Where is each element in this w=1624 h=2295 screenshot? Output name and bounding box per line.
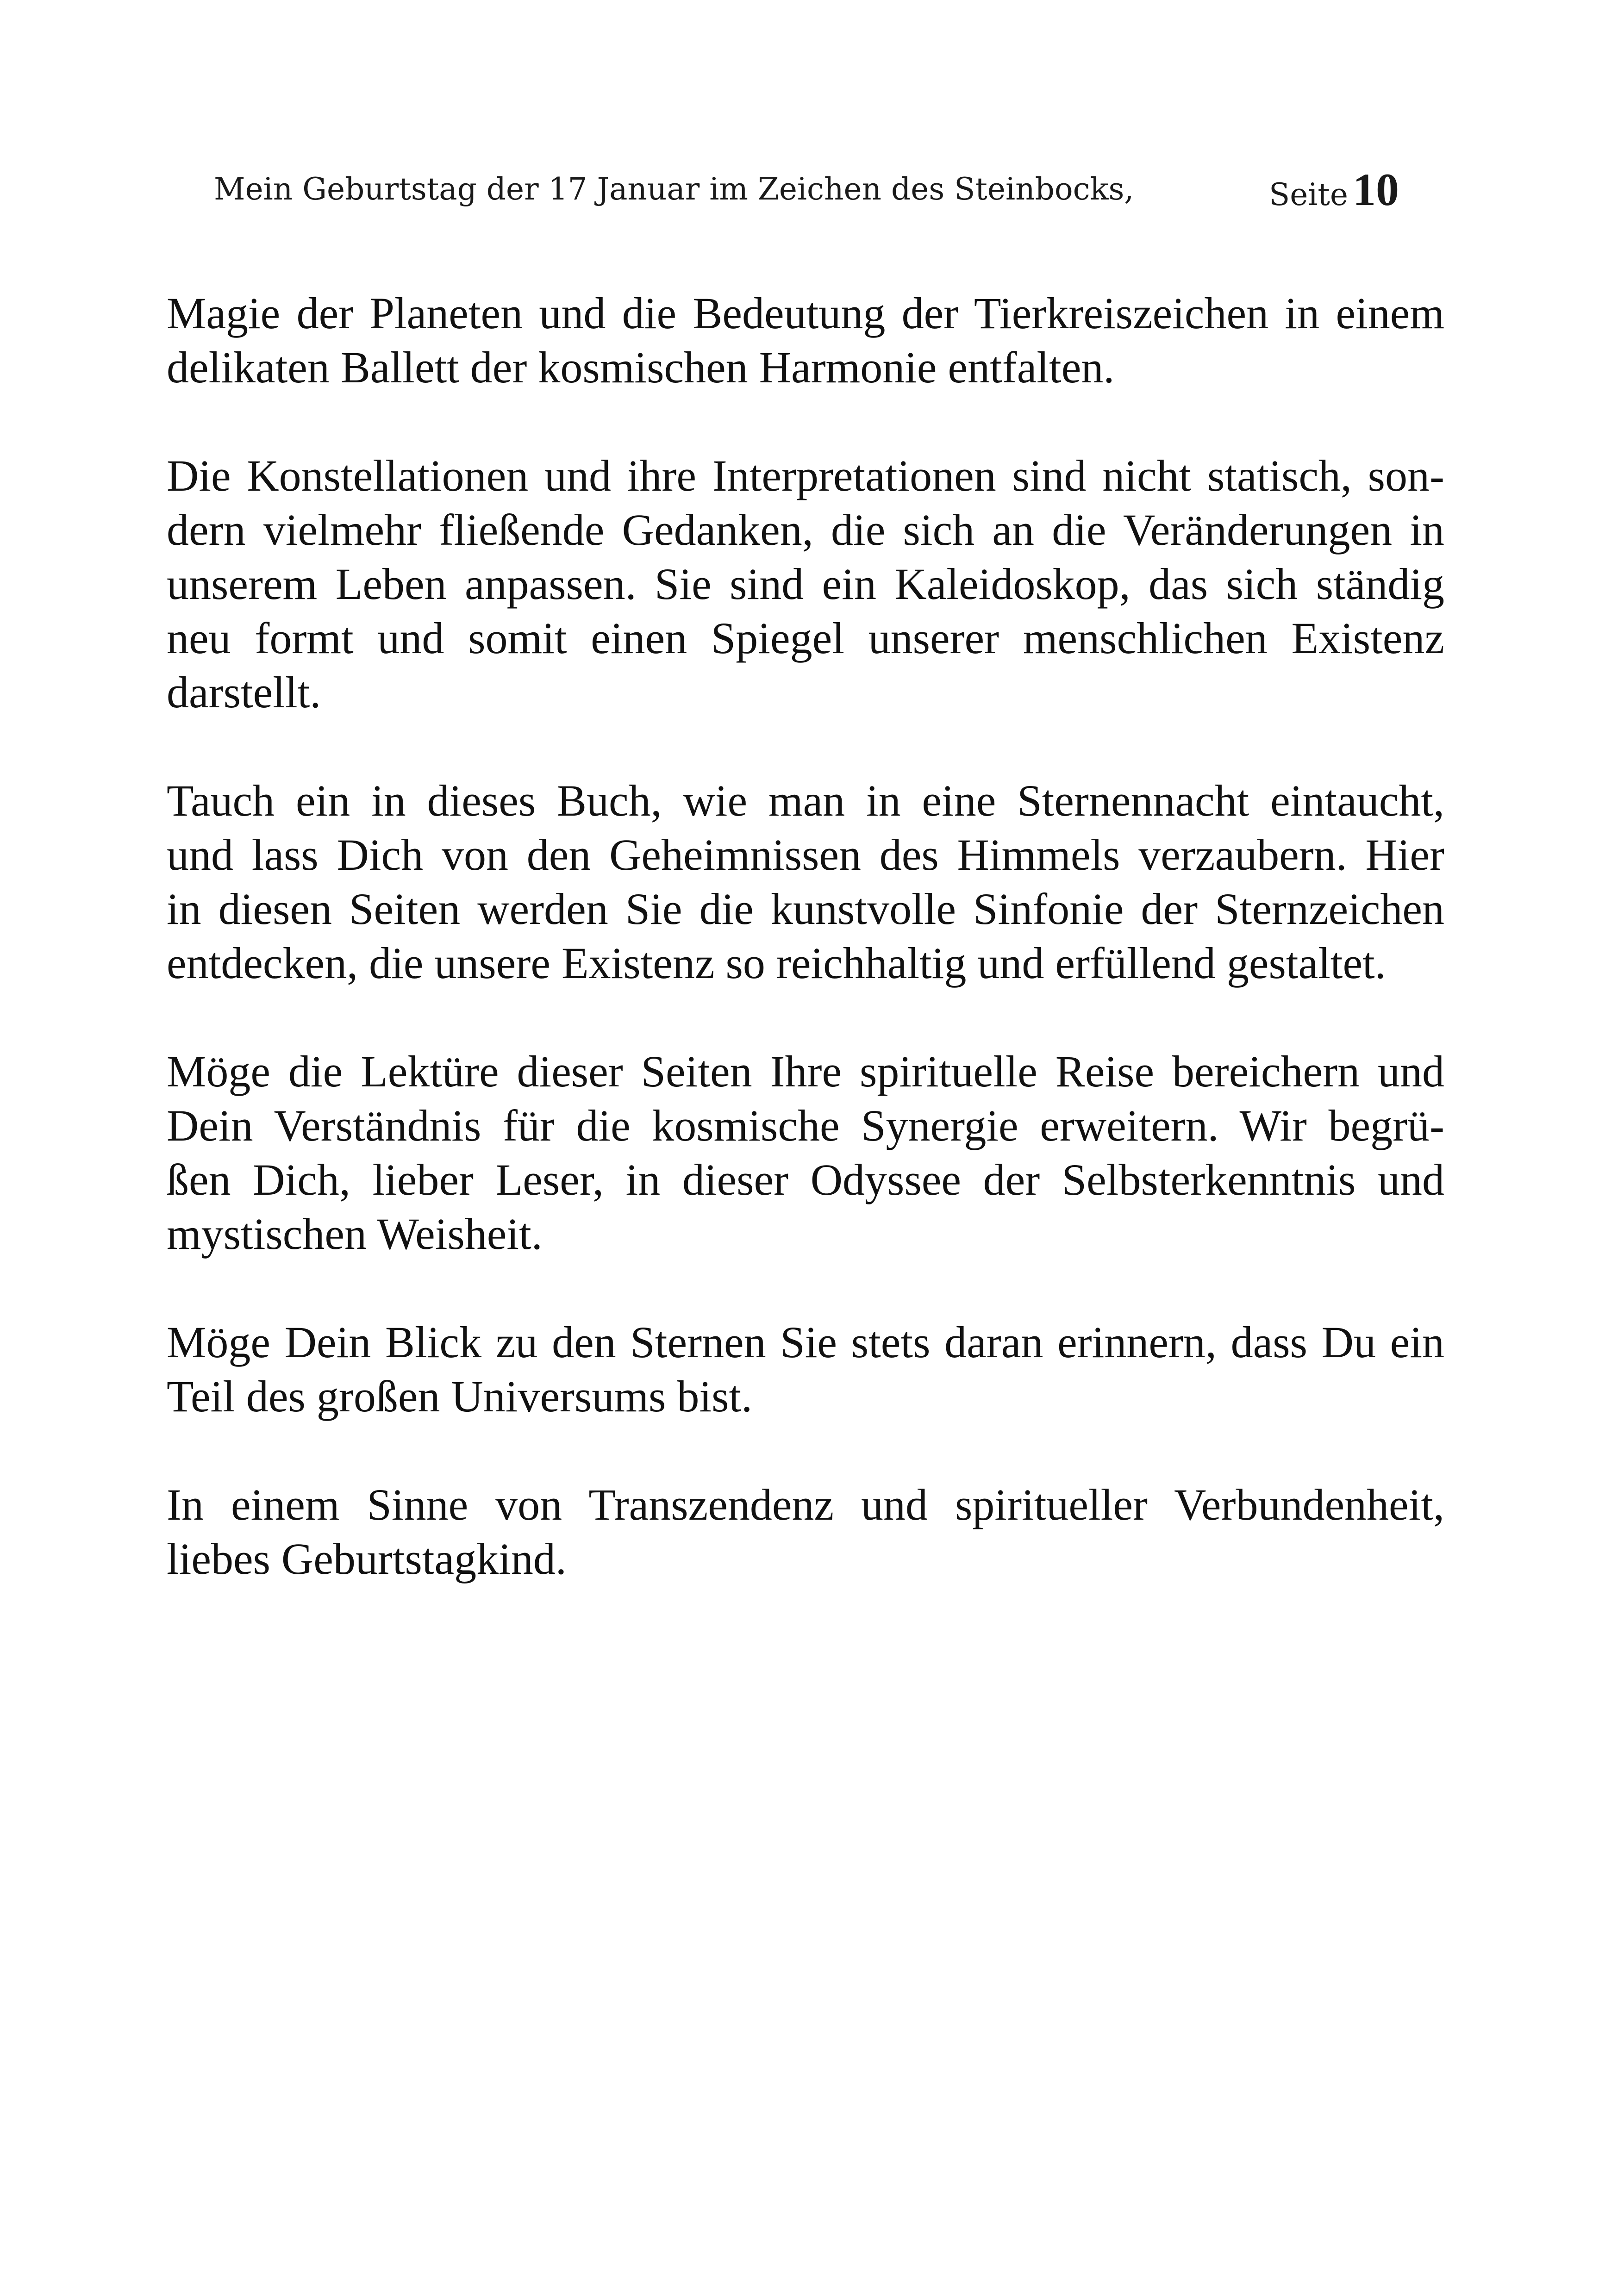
paragraph [167,1315,1444,1423]
text-line: entdecken, die unsere Existenz so reichhaltig und erfüllend gestaltet. [167,938,1386,988]
text-line: delikaten Ballett der kosmischen Harmonie entfalten. [167,343,1115,392]
paragraph [167,449,1444,719]
text-line: Die Konstellationen und ihre Interpretationen sind nicht statisch, son- [167,451,1444,500]
text-line: neu formt und somit einen Spiegel unserer menschlichen Existenz [167,613,1444,663]
header-title: Mein Geburtstag der 17 Januar im Zeichen des Steinbocks, [214,171,1134,207]
text-line: ßen Dich, lieber Leser, in dieser Odyssee der Selbsterkenntnis und [167,1155,1444,1204]
text-line: Teil des großen Universums bist. [167,1372,753,1421]
page-number: 10 [1353,164,1399,215]
text-line: Möge die Lektüre dieser Seiten Ihre spirituelle Reise bereichern und [167,1047,1444,1096]
text-line: mystischen Weisheit. [167,1209,543,1259]
text-line: liebes Geburtstagkind. [167,1534,567,1584]
page-indicator [1269,163,1399,216]
text-line: Möge Dein Blick zu den Sternen Sie stets daran erinnern, dass Du ein [167,1317,1444,1367]
page-label: Seite [1269,177,1348,212]
body-text [167,286,1444,1640]
text-line: Tauch ein in dieses Buch, wie man in eine Sternennacht eintaucht, [167,776,1444,825]
text-line: und lass Dich von den Geheimnissen des Himmels verzaubern. Hier [167,830,1444,879]
text-line: In einem Sinne von Transzendenz und spiritueller Verbundenheit, [167,1480,1444,1529]
text-line: unserem Leben anpassen. Sie sind ein Kaleidoskop, das sich ständig [167,559,1444,609]
text-line: Magie der Planeten und die Bedeutung der Tierkreiszeichen in einem [167,288,1444,338]
text-line: in diesen Seiten werden Sie die kunstvolle Sinfonie der Sternzeichen [167,884,1444,934]
text-line: Dein Verständnis für die kosmische Synergie erweitern. Wir begrü- [167,1101,1444,1150]
text-line: darstellt. [167,667,321,717]
paragraph [167,286,1444,394]
text-line: dern vielmehr fließende Gedanken, die sich an die Veränderungen in [167,505,1444,555]
running-header [214,163,1399,218]
paragraph [167,1478,1444,1586]
paragraph [167,1044,1444,1261]
paragraph [167,773,1444,990]
